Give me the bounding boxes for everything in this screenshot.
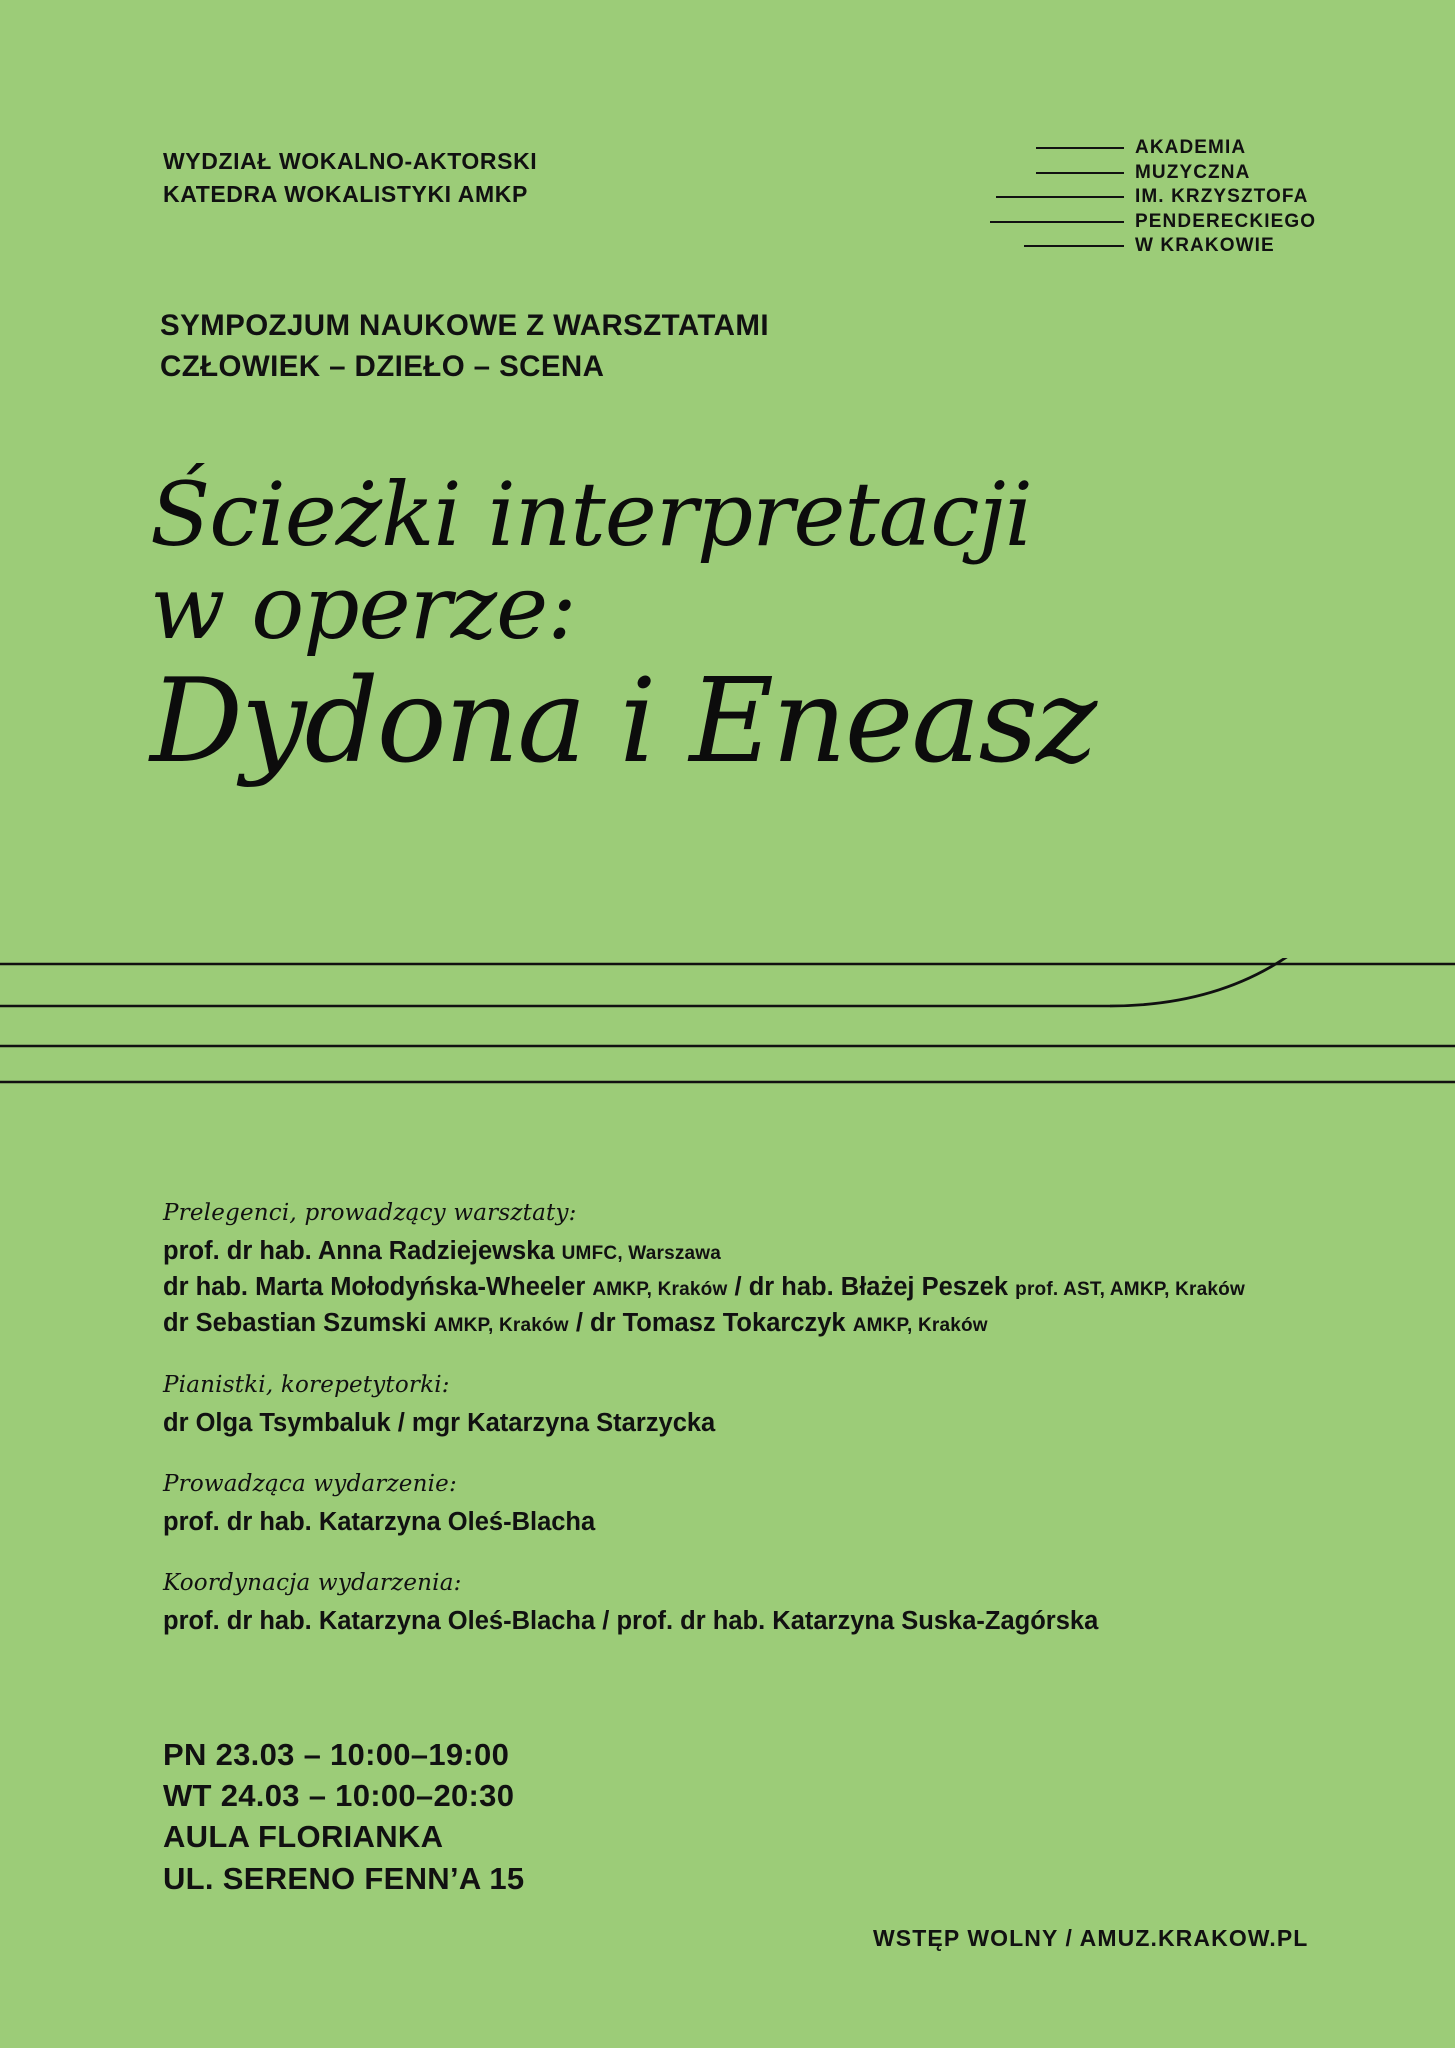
- department-line-2: KATEDRA WOKALISTYKI AMKP: [163, 180, 528, 207]
- logo-line-4: PENDERECKIEGO: [1135, 210, 1317, 232]
- credit-group-label: Koordynacja wydarzenia:: [163, 1570, 462, 1597]
- logo-row: [967, 210, 1327, 235]
- footer-line-4: UL. SERENO FENN’A 15: [163, 1860, 525, 1896]
- credit-line: [163, 1603, 1393, 1639]
- title-line-3: Dydona i Eneasz: [150, 653, 1096, 789]
- person-name: prof. dr hab. Katarzyna Oleś-Blacha: [163, 1507, 596, 1536]
- credit-group: [163, 1200, 1393, 1342]
- credit-group-label: Pianistki, korepetytorki:: [163, 1371, 450, 1398]
- affiliation: UMFC, Warszawa: [561, 1243, 722, 1264]
- credit-line: [163, 1269, 1393, 1305]
- footer-line-1: PN 23.03 – 10:00–19:00: [163, 1737, 510, 1772]
- person-name: / dr Tomasz Tokarczyk: [568, 1309, 853, 1338]
- affiliation: AMKP, Kraków: [852, 1315, 988, 1337]
- footer-line-2: WT 24.03 – 10:00–20:30: [163, 1778, 515, 1814]
- credit-group: [163, 1372, 1393, 1441]
- logo-row: [967, 161, 1327, 186]
- credit-line: [163, 1405, 1393, 1441]
- person-name: dr Olga Tsymbaluk / mgr Katarzyna Starzycka: [163, 1408, 716, 1437]
- logo-rule-icon: [1036, 172, 1124, 174]
- logo-row: [967, 136, 1327, 161]
- person-name: / dr hab. Błażej Peszek: [727, 1273, 1016, 1302]
- academy-logo: [967, 136, 1327, 259]
- person-name: prof. dr hab. Anna Radziejewska: [163, 1237, 562, 1265]
- logo-line-1: AKADEMIA: [1135, 137, 1247, 159]
- event-kicker: [160, 306, 769, 387]
- credit-group: [163, 1570, 1393, 1639]
- credit-line: [163, 1504, 1393, 1540]
- logo-row: [967, 234, 1327, 259]
- department-heading: [163, 145, 537, 210]
- footer-line-3: AULA FLORIANKA: [163, 1819, 444, 1855]
- logo-row: [967, 185, 1327, 210]
- logo-line-3: IM. KRZYSZTOFA: [1135, 186, 1309, 208]
- person-name: dr Sebastian Szumski: [163, 1309, 434, 1338]
- admission-and-website[interactable]: WSTĘP WOLNY / AMUZ.KRAKOW.PL: [873, 1925, 1309, 1951]
- person-name: prof. dr hab. Katarzyna Oleś-Blacha / prof. dr hab. Katarzyna Suska-Zagórska: [163, 1607, 1099, 1636]
- kicker-line-1: SYMPOZJUM NAUKOWE Z WARSZTATAMI: [160, 309, 769, 342]
- credits-section: [163, 1200, 1393, 1639]
- credit-line: [163, 1305, 1393, 1341]
- person-name: dr hab. Marta Mołodyńska-Wheeler: [163, 1273, 593, 1302]
- affiliation: prof. AST, AMKP, Kraków: [1015, 1279, 1245, 1301]
- logo-rule-icon: [1036, 147, 1124, 149]
- credit-line: [163, 1233, 1393, 1269]
- logo-rule-icon: [990, 221, 1124, 223]
- department-line-1: WYDZIAŁ WOKALNO-AKTORSKI: [163, 148, 538, 174]
- logo-rule-icon: [1024, 245, 1124, 247]
- stave-lines-decoration: [0, 958, 1455, 1118]
- credit-group: [163, 1471, 1393, 1540]
- affiliation: AMKP, Kraków: [433, 1315, 569, 1337]
- title-line-1: Ścieżki interpretacji: [150, 463, 1032, 566]
- logo-line-2: MUZYCZNA: [1135, 161, 1251, 183]
- credit-group-label: Prowadząca wydarzenie:: [163, 1470, 457, 1497]
- title-line-2: w operze:: [150, 555, 576, 659]
- credit-group-label: Prelegenci, prowadzący warsztaty:: [163, 1200, 577, 1226]
- logo-rule-icon: [996, 196, 1124, 198]
- logo-line-5: W KRAKOWIE: [1135, 235, 1275, 257]
- affiliation: AMKP, Kraków: [592, 1279, 728, 1301]
- event-details: [163, 1734, 524, 1899]
- page-title: [150, 463, 1096, 789]
- kicker-line-2: CZŁOWIEK – DZIEŁO – SCENA: [160, 349, 605, 383]
